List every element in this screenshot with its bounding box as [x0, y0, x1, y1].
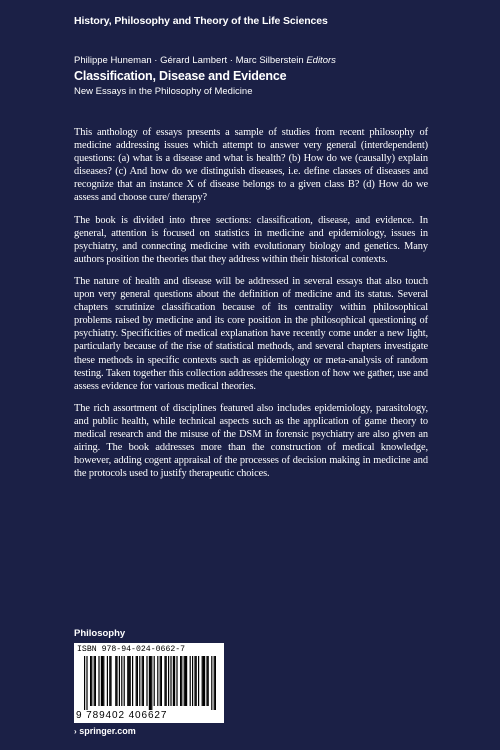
- barcode-bar: [109, 656, 110, 706]
- barcode-bar: [194, 656, 195, 706]
- barcode-bar: [161, 656, 162, 706]
- barcode-bar: [174, 656, 175, 706]
- barcode-bar: [176, 656, 177, 706]
- barcode-bar: [198, 656, 199, 706]
- barcode-bar: [95, 656, 96, 706]
- barcode-bar: [143, 656, 144, 706]
- publisher-name: springer.com: [79, 726, 136, 736]
- barcode-bar: [91, 656, 92, 706]
- barcode-bar: [86, 656, 87, 710]
- barcode-bar: [128, 656, 129, 706]
- barcode-bar: [115, 656, 116, 706]
- editors-role: Editors: [306, 55, 336, 66]
- series-title: History, Philosophy and Theory of the Life Sciences: [74, 15, 328, 27]
- barcode-bar: [84, 656, 85, 710]
- blurb-paragraph: The book is divided into three sections: classification, disease, and evidence. In general, attention is focused on statistics in medicine and epidemiology, issues in psychiatry, and connecting medicine with evolutionary biology and genetics. Many authors position the theories that they address within their historical contexts.: [74, 214, 428, 265]
- barcode-bar: [204, 656, 205, 706]
- arrow-icon: ›: [74, 727, 77, 736]
- barcode-bar: [150, 656, 151, 710]
- barcode-bar: [166, 656, 167, 706]
- barcode-bar: [146, 656, 147, 706]
- editors-names: Philippe Huneman · Gérard Lambert · Marc Silberstein: [74, 55, 304, 66]
- blurb-paragraph: This anthology of essays presents a sample of studies from recent philosophy of medicine addressing issues which attempt to answer very general (interdependent) questions: (a) what is a disease and what is health? (b) How do we (causally) explain diseases? (c) And how do we distinguish diseases, i.e. define classes of diseases and recognize that an instance X of disease belongs to a given class B? (d) How do we assess and choose cure/ therapy?: [74, 127, 428, 204]
- barcode-bar: [202, 656, 203, 706]
- barcode-bar: [184, 656, 185, 706]
- barcode-bar: [173, 656, 174, 706]
- barcode-bars: [84, 656, 216, 710]
- barcode-bar: [110, 656, 111, 706]
- book-title: Classification, Disease and Evidence: [74, 69, 287, 83]
- barcode-bar: [94, 656, 95, 706]
- editors-line: [74, 55, 336, 66]
- barcode-bar: [98, 656, 99, 706]
- blurb-paragraph: The nature of health and disease will be addressed in several essays that also touch upon very general questions about the definition of medicine and its status. Several chapters scrutinize classification because of its centrality within philosophical problems raised by medicine and its core position in the philosophical questioning of psychiatry. Specificities of medical explanation have recently come under a new light, particularly because of the rise of statistical methods, and several chapters investigate these methods in specific contexts such as epidemiology or meta-analysis of random testing. Taken together this collection addresses the question of how we gather, use and assess evidence for various medical theories.: [74, 275, 428, 392]
- barcode-bar: [102, 656, 103, 706]
- barcode-bar: [192, 656, 193, 706]
- barcode-bar: [185, 656, 186, 706]
- barcode-bar: [124, 656, 125, 706]
- barcode-bar: [119, 656, 120, 706]
- barcode-bar: [90, 656, 91, 706]
- barcode: [74, 643, 224, 723]
- barcode-bar: [180, 656, 181, 706]
- barcode-bar: [164, 656, 165, 706]
- barcode-bar: [181, 656, 182, 706]
- barcode-bar: [214, 656, 215, 710]
- barcode-bar: [149, 656, 150, 710]
- barcode-bar: [215, 656, 216, 710]
- barcode-bar: [151, 656, 152, 710]
- barcode-bar: [103, 656, 104, 706]
- barcode-bar: [121, 656, 122, 706]
- barcode-bar: [196, 656, 197, 706]
- barcode-bar: [157, 656, 158, 706]
- barcode-bar: [132, 656, 133, 706]
- barcode-bar: [203, 656, 204, 706]
- barcode-bar: [160, 656, 161, 706]
- barcode-bar: [211, 656, 212, 710]
- barcode-bar: [127, 656, 128, 706]
- subject-category: Philosophy: [74, 628, 126, 639]
- barcode-bar: [168, 656, 169, 706]
- barcode-bar: [154, 656, 155, 706]
- barcode-bar: [208, 656, 209, 706]
- barcode-bar: [116, 656, 117, 706]
- blurb-paragraph: The rich assortment of disciplines featured also includes epidemiology, parasitology, and public health, while technical aspects such as the application of game theory to medical research and the misuse of the DSM in forensic psychiatry are also given an airing. The book addresses more than the construction of medical knowledge, however, adding cogent appraisal of the processes of decision making in medicine and the protocols used to justify therapeutic choices.: [74, 402, 428, 480]
- barcode-bar: [137, 656, 138, 706]
- ean-digits: 9 789402 406627: [76, 710, 168, 721]
- barcode-bar: [186, 656, 187, 706]
- barcode-bar: [170, 656, 171, 706]
- barcode-bar: [142, 656, 143, 706]
- barcode-bar: [107, 656, 108, 706]
- barcode-bar: [190, 656, 191, 706]
- barcode-bar: [136, 656, 137, 706]
- barcode-bar: [139, 656, 140, 706]
- barcode-bar: [206, 656, 207, 706]
- book-subtitle: New Essays in the Philosophy of Medicine: [74, 86, 253, 97]
- barcode-bar: [101, 656, 102, 706]
- publisher-link[interactable]: [74, 726, 136, 736]
- isbn-label: ISBN 978-94-024-0662-7: [77, 645, 186, 654]
- barcode-bar: [130, 656, 131, 706]
- blurb: [74, 126, 428, 489]
